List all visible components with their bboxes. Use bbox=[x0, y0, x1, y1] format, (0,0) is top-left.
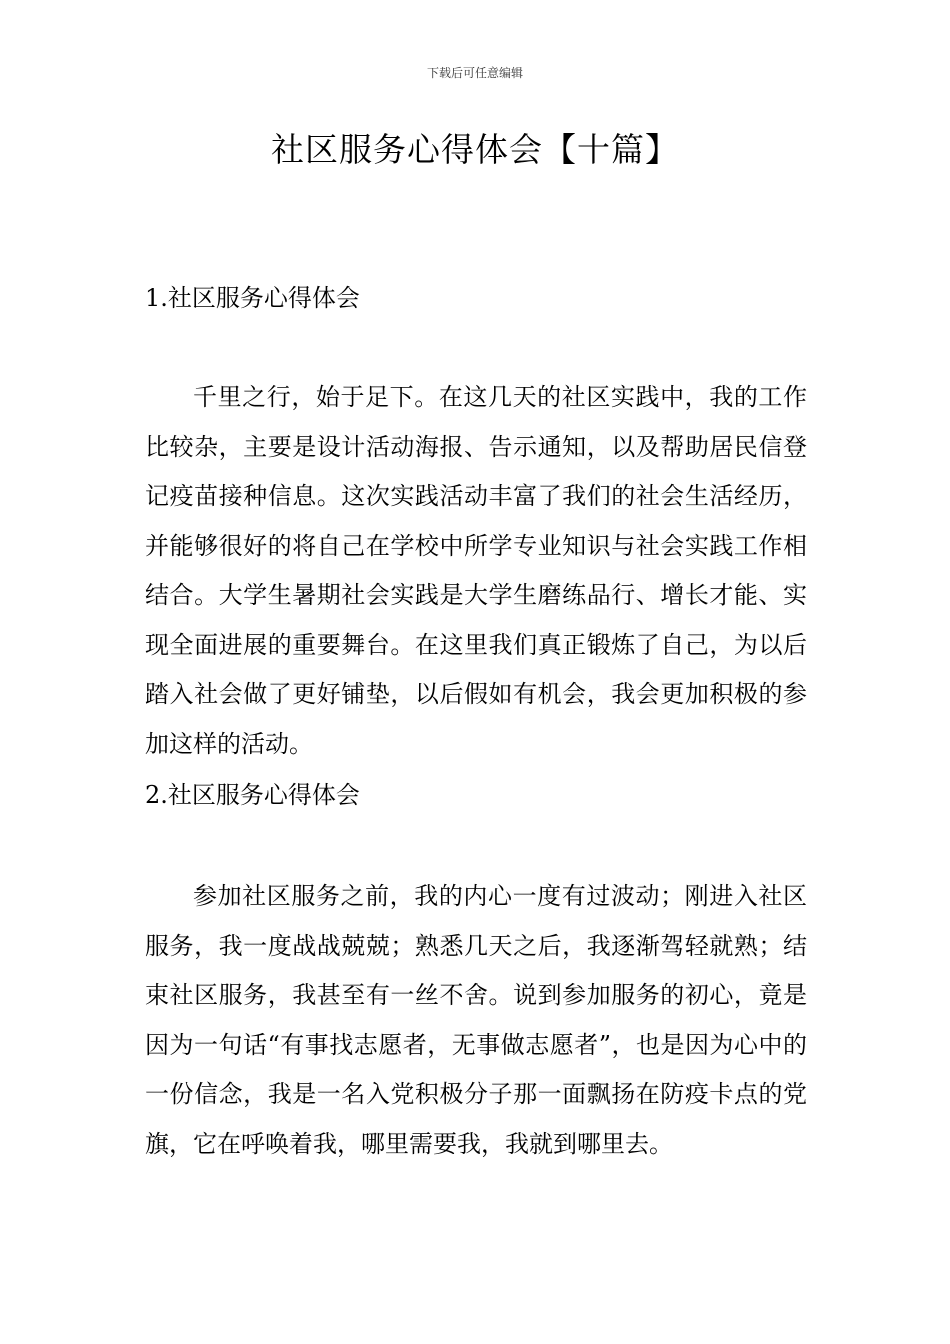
header-note: 下载后可任意编辑 bbox=[426, 66, 523, 80]
spacer bbox=[145, 324, 807, 373]
section-heading-2: 2.社区服务心得体会 bbox=[145, 781, 360, 809]
section-paragraph-1: 千里之行，始于足下。在这几天的社区实践中，我的工作比较杂，主要是设计活动海报、告示通知，以及帮助居民信登记疫苗接种信息。这次实践活动丰富了我们的社会生活经历，并能够很好的将自己在学校中所学专业知识与社会实践工作相结合。大学生暑期社会实践是大学生磨练品行、增长才能、实现全面进展的重要舞台。在这里我们真正锻炼了自己，为以后踏入社会做了更好铺垫，以后假如有机会，我会更加积极的参加这样的活动。 bbox=[145, 383, 807, 758]
section-heading-1: 1.社区服务心得体会 bbox=[145, 284, 360, 312]
document-title: 社区服务心得体会【十篇】 bbox=[271, 130, 679, 169]
section-paragraph-2: 参加社区服务之前，我的内心一度有过波动；刚进入社区服务，我一度战战兢兢；熟悉几天之后，我逐渐驾轻就熟；结束社区服务，我甚至有一丝不舍。说到参加服务的初心，竟是因为一句话“有事找志愿者，无事做志愿者”，也是因为心中的一份信念，我是一名入党积极分子那一面飘扬在防疫卡点的党旗，它在呼唤着我，哪里需要我，我就到哪里去。 bbox=[145, 882, 807, 1158]
document-body bbox=[145, 272, 807, 1169]
spacer bbox=[145, 821, 807, 872]
